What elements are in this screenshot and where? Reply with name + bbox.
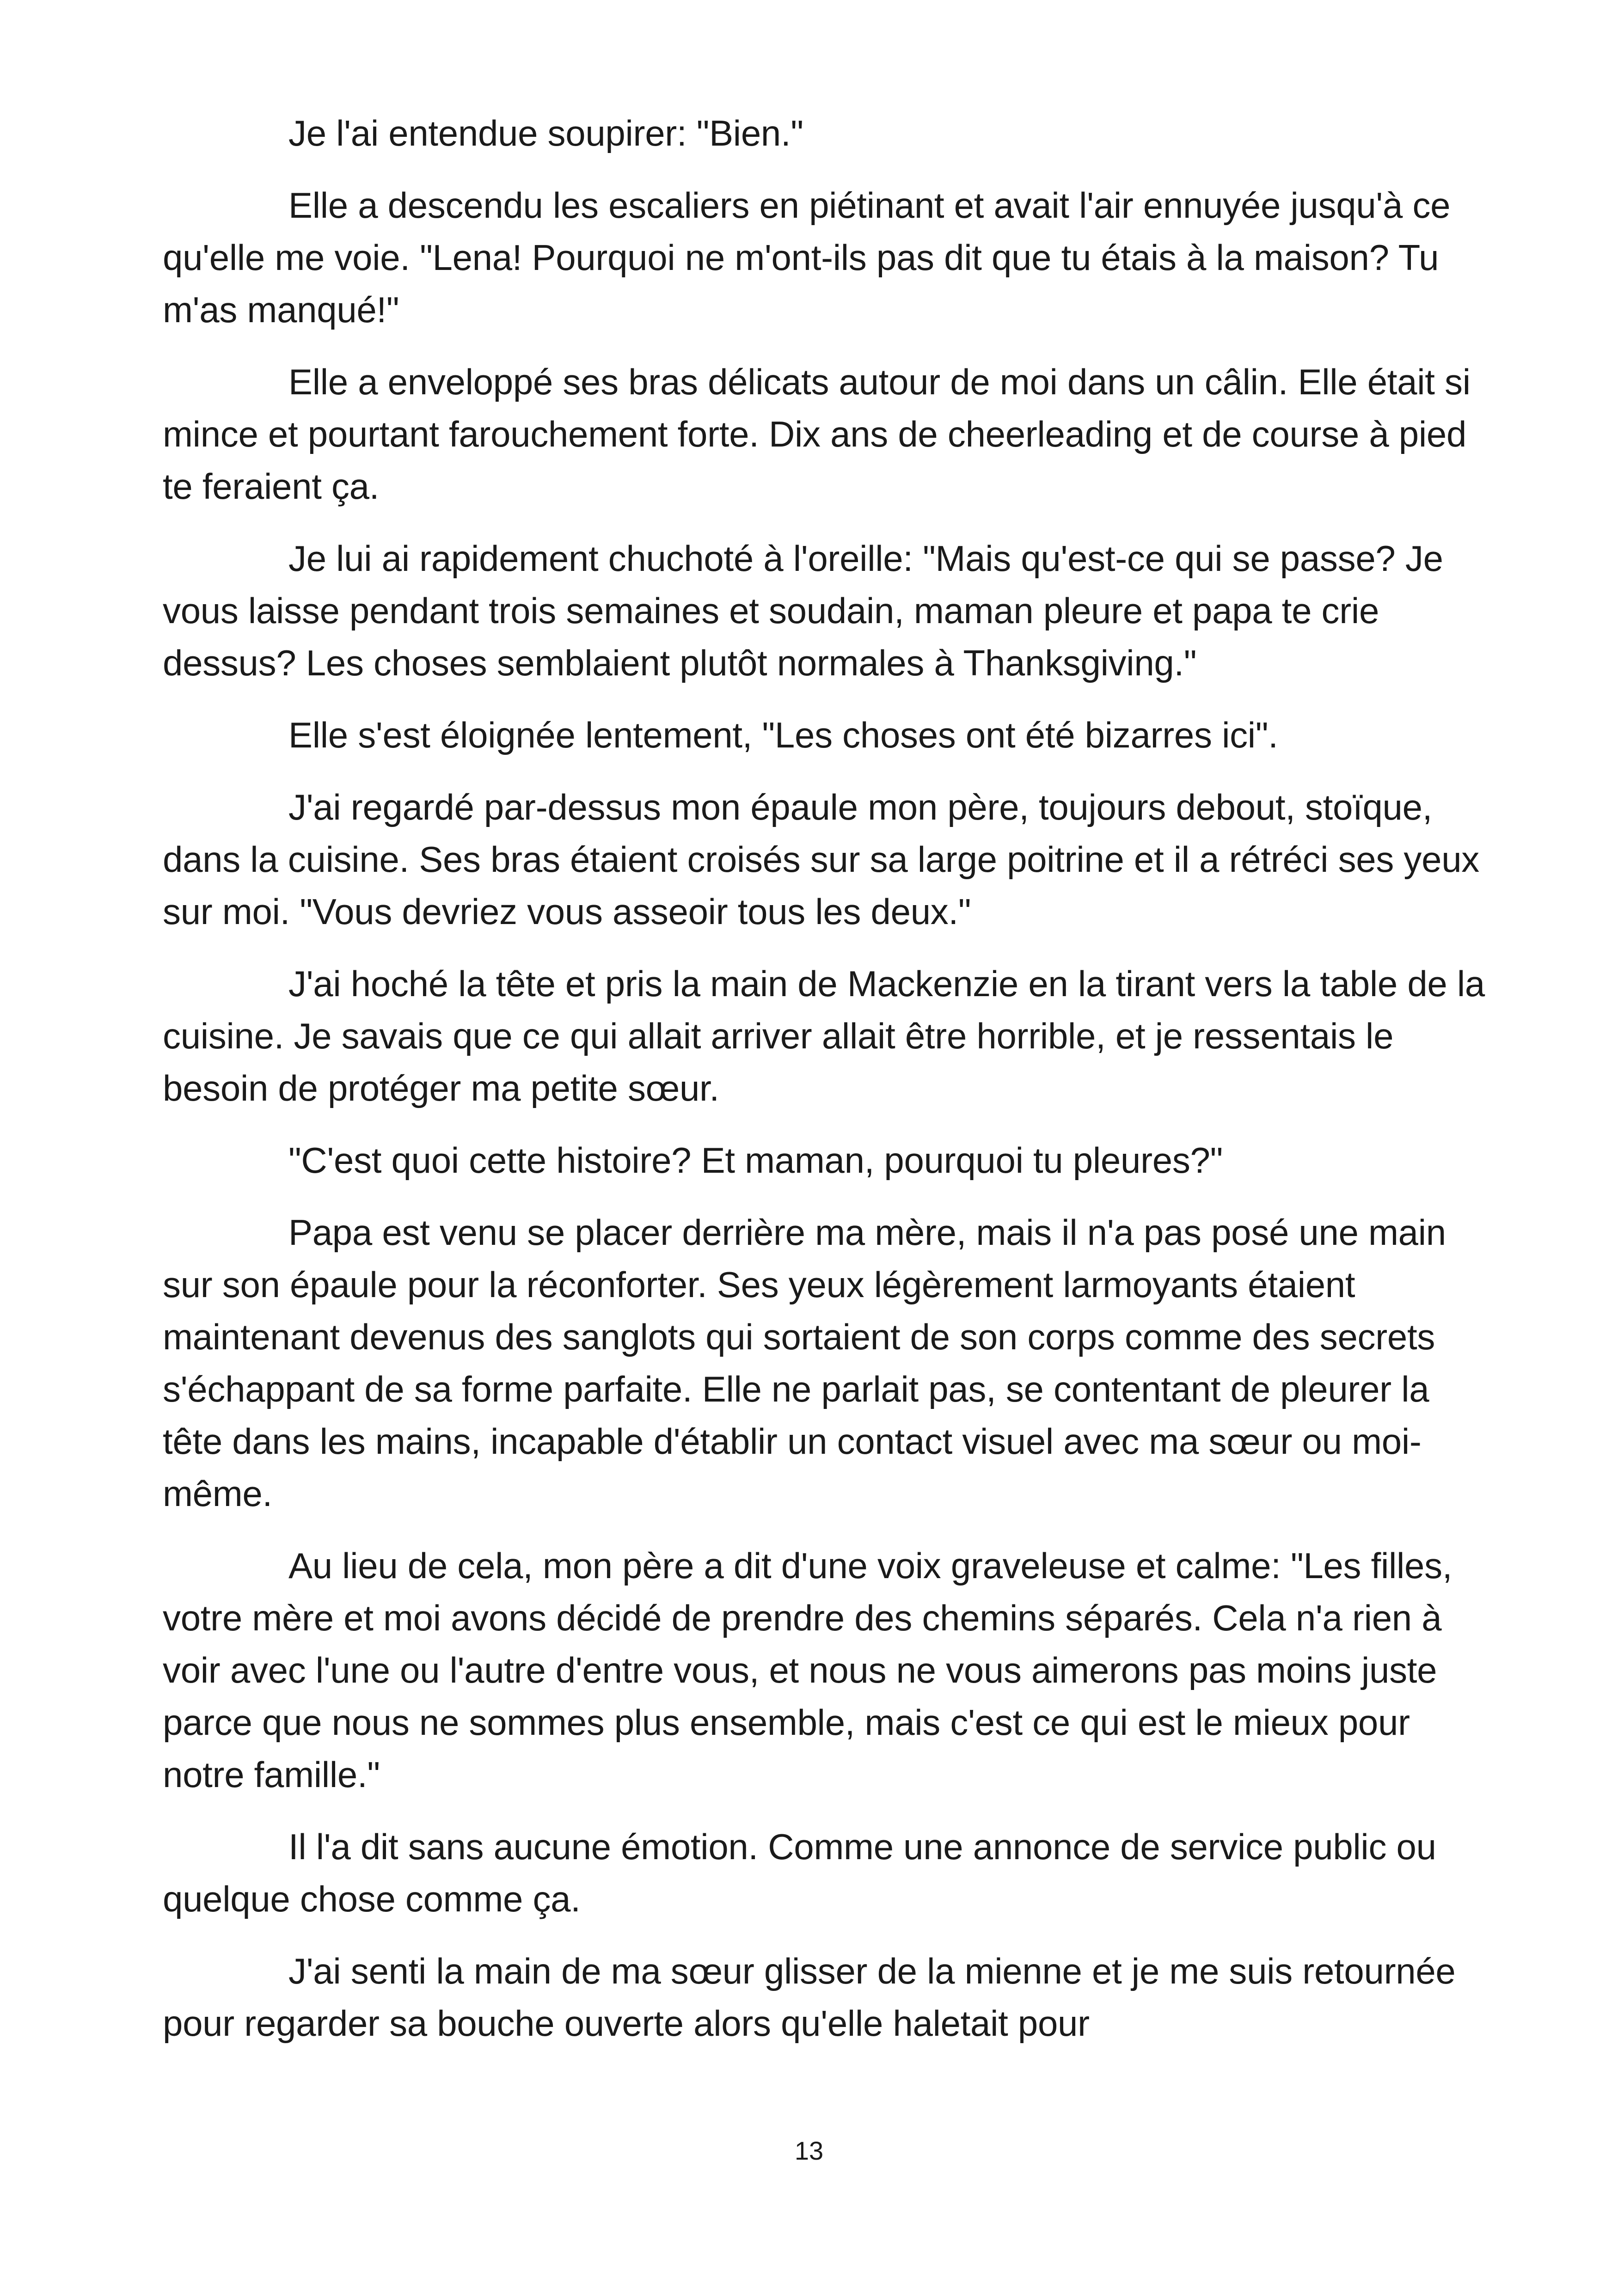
paragraph-4: Je lui ai rapidement chuchoté à l'oreille: "Mais qu'est-ce qui se passe? Je vous laisse pendant trois semaines et soudain, maman pleure et papa te crie dessus? Les choses semblaient plutôt normales à Thanksgiving." <box>163 538 1443 683</box>
body-text <box>163 107 1485 2069</box>
paragraph-7: J'ai hoché la tête et pris la main de Mackenzie en la tirant vers la table de la cuisine. Je savais que ce qui allait arriver allait être horrible, et je ressentais le besoin de protéger ma petite sœur. <box>163 963 1485 1108</box>
paragraph-9: Papa est venu se placer derrière ma mère, mais il n'a pas posé une main sur son épaule pour la réconforter. Ses yeux légèrement larmoyants étaient maintenant devenus des sanglots qui sortaient de son corps comme des secrets s'échappant de sa forme parfaite. Elle ne parlait pas, se contentant de pleurer la tête dans les mains, incapable d'établir un contact visuel avec ma sœur ou moi-même. <box>163 1212 1446 1514</box>
paragraph-1: Je l'ai entendue soupirer: "Bien." <box>288 113 803 153</box>
paragraph-12: J'ai senti la main de ma sœur glisser de la mienne et je me suis retournée pour regarder sa bouche ouverte alors qu'elle haletait pour <box>163 1951 1456 2044</box>
paragraph-2: Elle a descendu les escaliers en piétinant et avait l'air ennuyée jusqu'à ce qu'elle me voie. "Lena! Pourquoi ne m'ont-ils pas dit que tu étais à la maison? Tu m'as manqué!" <box>163 185 1451 330</box>
paragraph-6: J'ai regardé par-dessus mon épaule mon père, toujours debout, stoïque, dans la cuisine. Ses bras étaient croisés sur sa large poitrine et il a rétréci ses yeux sur moi. "Vous devriez vous asseoir tous les deux." <box>163 787 1479 932</box>
paragraph-8: "C'est quoi cette histoire? Et maman, pourquoi tu pleures?" <box>288 1140 1223 1181</box>
paragraph-3: Elle a enveloppé ses bras délicats autour de moi dans un câlin. Elle était si mince et pourtant farouchement forte. Dix ans de cheerleading et de course à pied te feraient ça. <box>163 361 1471 507</box>
paragraph-11: Il l'a dit sans aucune émotion. Comme une annonce de service public ou quelque chose comme ça. <box>163 1826 1436 1919</box>
paragraph-10: Au lieu de cela, mon père a dit d'une voix graveleuse et calme: "Les filles, votre mère et moi avons décidé de prendre des chemins séparés. Cela n'a rien à voir avec l'une ou l'autre d'entre vous, et nous ne vous aimerons pas moins juste parce que nous ne sommes plus ensemble, mais c'est ce qui est le mieux pour notre famille." <box>163 1545 1453 1795</box>
page-number: 13 <box>794 2136 824 2165</box>
paragraph-5: Elle s'est éloignée lentement, "Les choses ont été bizarres ici". <box>288 715 1278 755</box>
